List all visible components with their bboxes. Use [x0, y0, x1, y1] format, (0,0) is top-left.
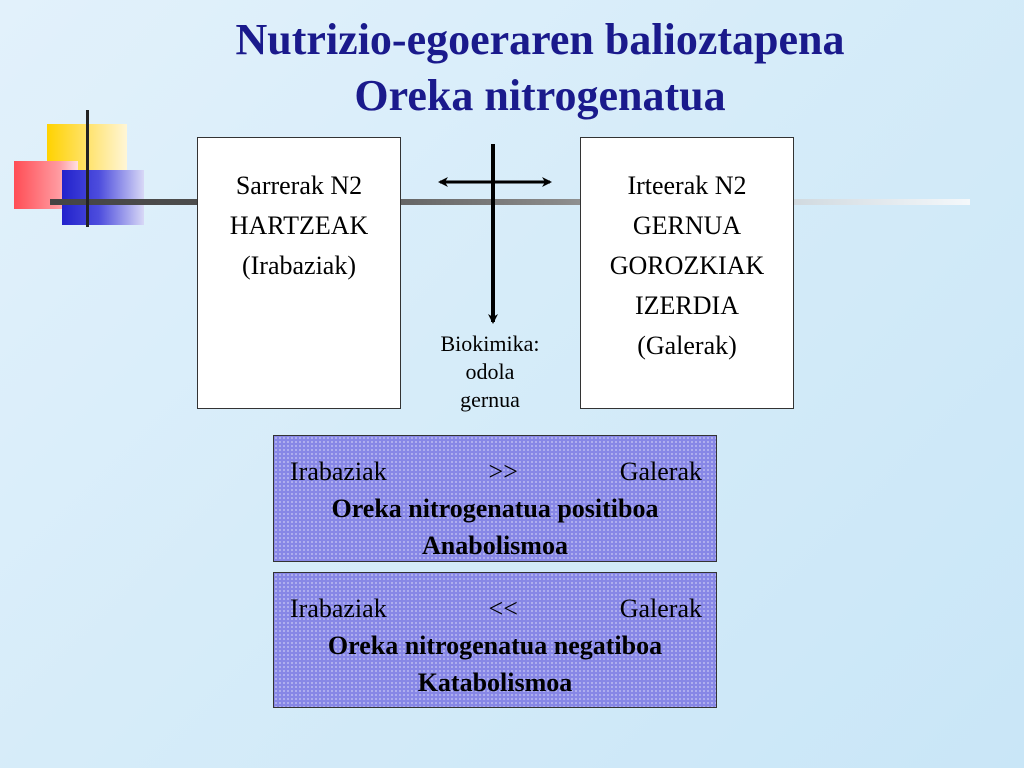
negative-gains: Irabaziak — [290, 594, 387, 623]
output-gorozkiak: GOROZKIAK — [609, 251, 765, 280]
slide-subtitle: Oreka nitrogenatua — [354, 71, 726, 120]
positive-comparison — [274, 453, 716, 490]
negative-comparison — [274, 590, 716, 627]
intake-hartzeak: HARTZEAK — [229, 211, 369, 240]
biochem-title: Biokimika: — [440, 331, 540, 356]
biochem-urine: gernua — [460, 387, 520, 412]
output-label: Irteerak N2 — [627, 171, 747, 200]
positive-balance-text: Oreka nitrogenatua positiboa — [331, 494, 659, 523]
positive-gains: Irabaziak — [290, 457, 387, 486]
intake-gains: (Irabaziak) — [241, 251, 357, 280]
slide-title: Nutrizio-egoeraren balioztapena — [235, 15, 845, 64]
negative-balance-text: Oreka nitrogenatua negatiboa — [327, 631, 663, 660]
intake-box — [197, 137, 401, 409]
anabolism-text: Anabolismoa — [422, 531, 568, 560]
positive-symbol: >> — [488, 457, 518, 486]
positive-losses: Galerak — [619, 457, 702, 486]
negative-losses: Galerak — [619, 594, 702, 623]
vertical-rule — [86, 110, 89, 227]
negative-balance-box — [273, 572, 717, 708]
output-gernua: GERNUA — [632, 211, 742, 240]
biochem-blood: odola — [465, 359, 515, 384]
output-losses: (Galerak) — [637, 331, 737, 360]
balance-arrows — [430, 140, 560, 330]
blue-square-decoration — [62, 170, 144, 225]
negative-symbol: << — [488, 594, 518, 623]
biochemistry-label — [410, 330, 570, 414]
output-izerdia: IZERDIA — [635, 291, 739, 320]
catabolism-text: Katabolismoa — [417, 668, 573, 697]
positive-balance-box — [273, 435, 717, 562]
output-box — [580, 137, 794, 409]
intake-label: Sarrerak N2 — [235, 171, 363, 200]
